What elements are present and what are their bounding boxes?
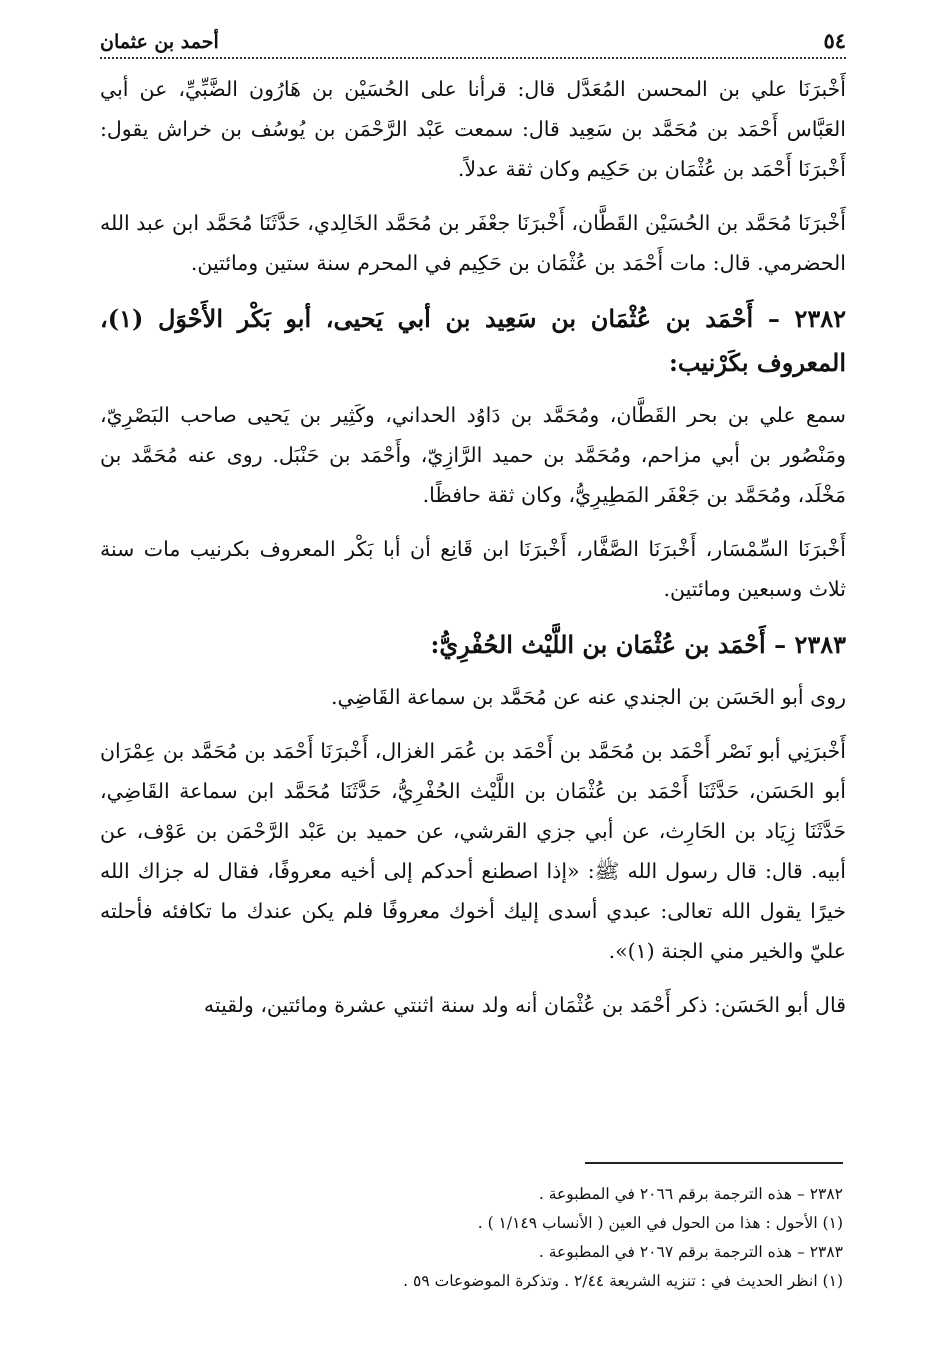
- paragraph: أَخْبرَنِي أبو نَصْر أَحْمَد بن مُحَمَّد بن أَحْمَد بن عُمَر الغزال، أَخْبرَنَا أَحْمَد بن مُحَمَّد بن عِمْرَان أبو الحَسَن، حَدَّثَنَا أَحْمَد بن عُثْمَان بن اللَّيْث الحُفْرِيُّ، حَدَّثَنَا مُحَمَّد ابن سماعة القَاضِي، حَدَّثَنَا زِيَاد بن الحَارِث، عن أبي جزي القرشي، عن حميد بن عَبْد الرَّحْمَن بن عَوْف، عن أبيه. قال: قال رسول الله ﷺ: «إذا اصطنع أحدكم إلى أخيه معروفًا، فقال له جزاك الله خيرًا يقول الله تعالى: عبدي أسدى إليك أخوك معروفًا فلم يكن عندك ما تكافئه فأحلته عليّ والخير مني الجنة (١)».: [100, 739, 846, 963]
- footnote: (١) انظر الحديث في : تنزيه الشريعة ٢/٤٤ . وتذكرة الموضوعات ٥٩ .: [403, 1272, 843, 1290]
- footnote: (١) الأحول : هذا من الحول في العين ( الأنساب ١/١٤٩ ) .: [477, 1214, 843, 1232]
- footnote: ٢٣٨٢ – هذه الترجمة برقم ٢٠٦٦ في المطبوعة .: [538, 1185, 843, 1203]
- page-number: ٥٤: [823, 28, 846, 53]
- page-body: [100, 28, 846, 1039]
- footnotes: [243, 1180, 843, 1296]
- running-header: [100, 28, 846, 59]
- entry-heading-2383: ٢٣٨٣ – أَحْمَد بن عُثْمَان بن اللَّيْث الحُفْرِيُّ:: [430, 630, 846, 659]
- paragraph: سمع علي بن بحر القَطَّان، ومُحَمَّد بن دَاوُد الحداني، وكَثِير بن يَحيى صاحب البَصْرِيّ، ومَنْصُور بن أبي مزاحم، ومُحَمَّد بن حميد الرَّازِيّ، وأَحْمَد بن حَنْبَل. روى عنه مُحَمَّد بن مَخْلَد، ومُحَمَّد بن جَعْفَر المَطِيرِيُّ، وكان ثقة حافظًا.: [100, 403, 846, 507]
- paragraph: قال أبو الحَسَن: ذكر أَحْمَد بن عُثْمَان أنه ولد سنة اثنتي عشرة ومائتين، ولقيته: [203, 993, 846, 1017]
- paragraph: أَخْبرَنَا مُحَمَّد بن الحُسَيْن القَطَّان، أَخْبرَنَا جعْفَر بن مُحَمَّد الخَالِدي، حَدَّثَنَا مُحَمَّد ابن عبد الله الحضرمي. قال: مات أَحْمَد بن عُثْمَان بن حَكِيم في المحرم سنة ستين ومائتين.: [100, 211, 846, 275]
- paragraph: أَخْبرَنَا علي بن المحسن المُعَدَّل قال: قرأنا على الحُسَيْن بن هَارُون الضَّبِّيِّ، عن أبي العَبَّاس أَحْمَد بن مُحَمَّد بن سَعِيد قال: سمعت عَبْد الرَّحْمَن بن يُوسُف بن خراش يقول: أَخْبرَنَا أَحْمَد بن عُثْمَان بن حَكِيم وكان ثقة عدلاً.: [100, 77, 846, 181]
- footnote-divider: [585, 1162, 843, 1164]
- entry-heading-2382: ٢٣٨٢ – أَحْمَد بن عُثْمَان بن سَعِيد بن أبي يَحيى، أبو بَكْر الأَحْوَل (١)، المعروف بكَرْنيب:: [100, 304, 846, 377]
- running-title: أحمد بن عثمان: [100, 31, 219, 53]
- paragraph: أَخْبرَنَا السِّمْسَار، أَخْبرَنَا الصَّفَّار، أَخْبرَنَا ابن قَانِع أن أبا بَكْر المعروف بكرنيب مات سنة ثلاث وسبعين ومائتين.: [100, 537, 846, 601]
- footnote: ٢٣٨٣ – هذه الترجمة برقم ٢٠٦٧ في المطبوعة .: [538, 1243, 843, 1261]
- paragraph: روى أبو الحَسَن بن الجندي عنه عن مُحَمَّد بن سماعة القَاضِي.: [331, 685, 846, 709]
